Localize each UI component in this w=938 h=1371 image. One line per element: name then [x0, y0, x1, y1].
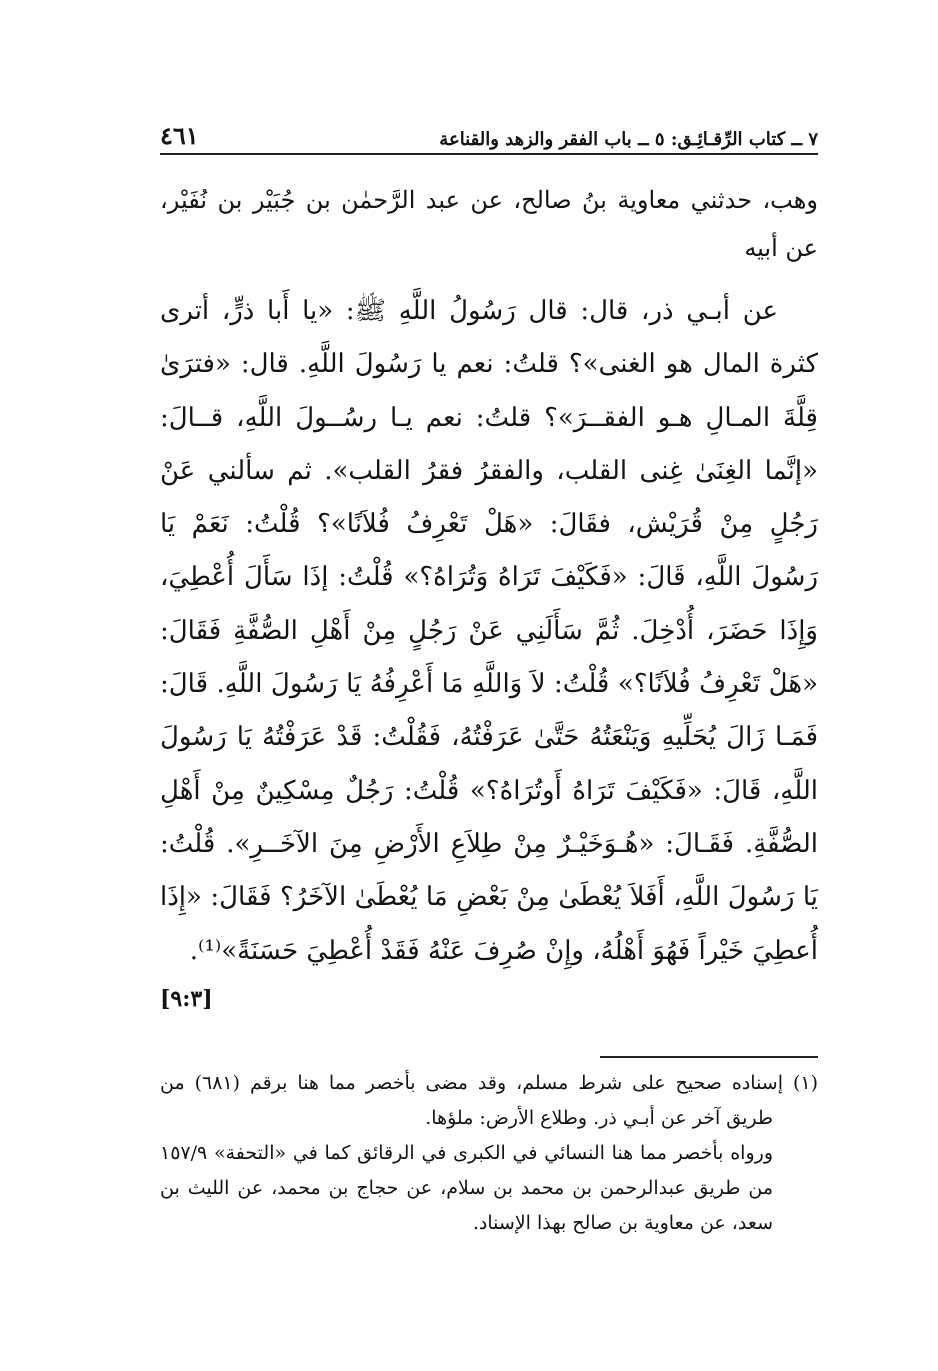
- hadith-text: [160, 285, 818, 978]
- page-number: ٤٦١: [160, 121, 199, 150]
- isnad-intro: وهب، حدثني معاوية بنُ صالح، عن عبد الرَّحمٰن بن جُبَيْر بن نُفَيْر، عن أبيه: [160, 186, 818, 262]
- footnote-1: (١) إسناده صحيح على شرط مسلم، وقد مضى بأخصر مما هنا برقم (٦٨١) من طريق آخر عن أبـي ذر. وطلاع الأرض: ملؤها.: [160, 1072, 818, 1129]
- running-head: ٧ ــ كتاب الرِّقـائِـق: ٥ ــ باب الفقر والزهد والقناعة: [439, 129, 818, 150]
- page-header: [160, 116, 818, 150]
- hadith-paragraph: عن أبـي ذر، قال: قال رَسُولُ اللَّهِ ﷺ: «يا أَبا ذرٍّ، أترى كثرة المال هو الغنى»؟ قلتُ: نعم يا رَسُولَ اللَّهِ. قال: «فترَىٰ قِلَّةَ المـالِ هـو الفقــرَ»؟ قلتُ: نعم يـا رسُــولَ اللَّهِ، قــالَ: «إنَّما الغِنَىٰ غِنى القلب، والفقرُ فقرُ القلب». ثم سألني عَنْ رَجُلٍ مِنْ قُرَيْش، فقَالَ: «هَلْ تَعْرِفُ فُلاَنًا»؟ قُلْتُ: نَعَمْ يَا رَسُولَ اللَّهِ، قَالَ: «فَكَيْفَ تَرَاهُ وَتُرَاهُ؟» قُلْتُ: إذَا سَأَلَ أُعْطِيَ، وَإِذَا حَضَرَ، أُدْخِلَ. ثُمَّ سَأَلَنِي عَنْ رَجُلٍ مِنْ أَهْلِ الصُّفَّةِ فَقَالَ: «هَلْ تَعْرِفُ فُلاَنًا؟» قُلْتُ: لاَ وَاللَّهِ مَا أَعْرِفُهُ يَا رَسُولَ اللَّهِ. قَالَ: فَمَـا زَالَ يُحَلِّيهِ وَيَنْعَتُهُ حَتَّىٰ عَرَفْتُهُ، فَقُلْتُ: قَدْ عَرَفْتُهُ يَا رَسُولَ اللَّهِ، قَالَ: «فَكَيْفَ تَرَاهُ أَوتُرَاهُ؟» قُلْتُ: رَجُلٌ مِسْكِينٌ مِنْ أَهْلِ الصُّفَّةِ. فَقَـالَ: «هُـوَخَيْـرٌ مِنْ طِلاَعِ الأَرْضِ مِنَ الآخَــرِ». قُلْتُ: يَا رَسُولَ اللَّهِ، أَفَلاَ يُعْطَىٰ مِنْ بَعْضِ مَا يُعْطَىٰ الآخَرُ؟ فَقَالَ: «إِذَا أُعطِيَ خَيْراً فَهُوَ أَهْلُهُ، وإِنْ صُرِفَ عَنْهُ فَقَدْ أُعْطِيَ حَسَنَةً»⁽¹⁾.: [160, 296, 818, 966]
- footnote-rule: [600, 1056, 818, 1058]
- footnotes: [160, 1066, 818, 1241]
- hadith-reference: [٩:٣]: [160, 986, 213, 1012]
- header-rule: [160, 153, 818, 155]
- footnote-1-continuation: ورواه بأخصر مما هنا النسائي في الكبرى في الرقائق كما في «التحفة» ١٥٧/٩ من طريق عبدالرحمن بن محمد بن سلام، عن حجاج بن محمد، عن الليث بن سعد، عن معاوية بن صالح بهذا الإسناد.: [160, 1142, 773, 1234]
